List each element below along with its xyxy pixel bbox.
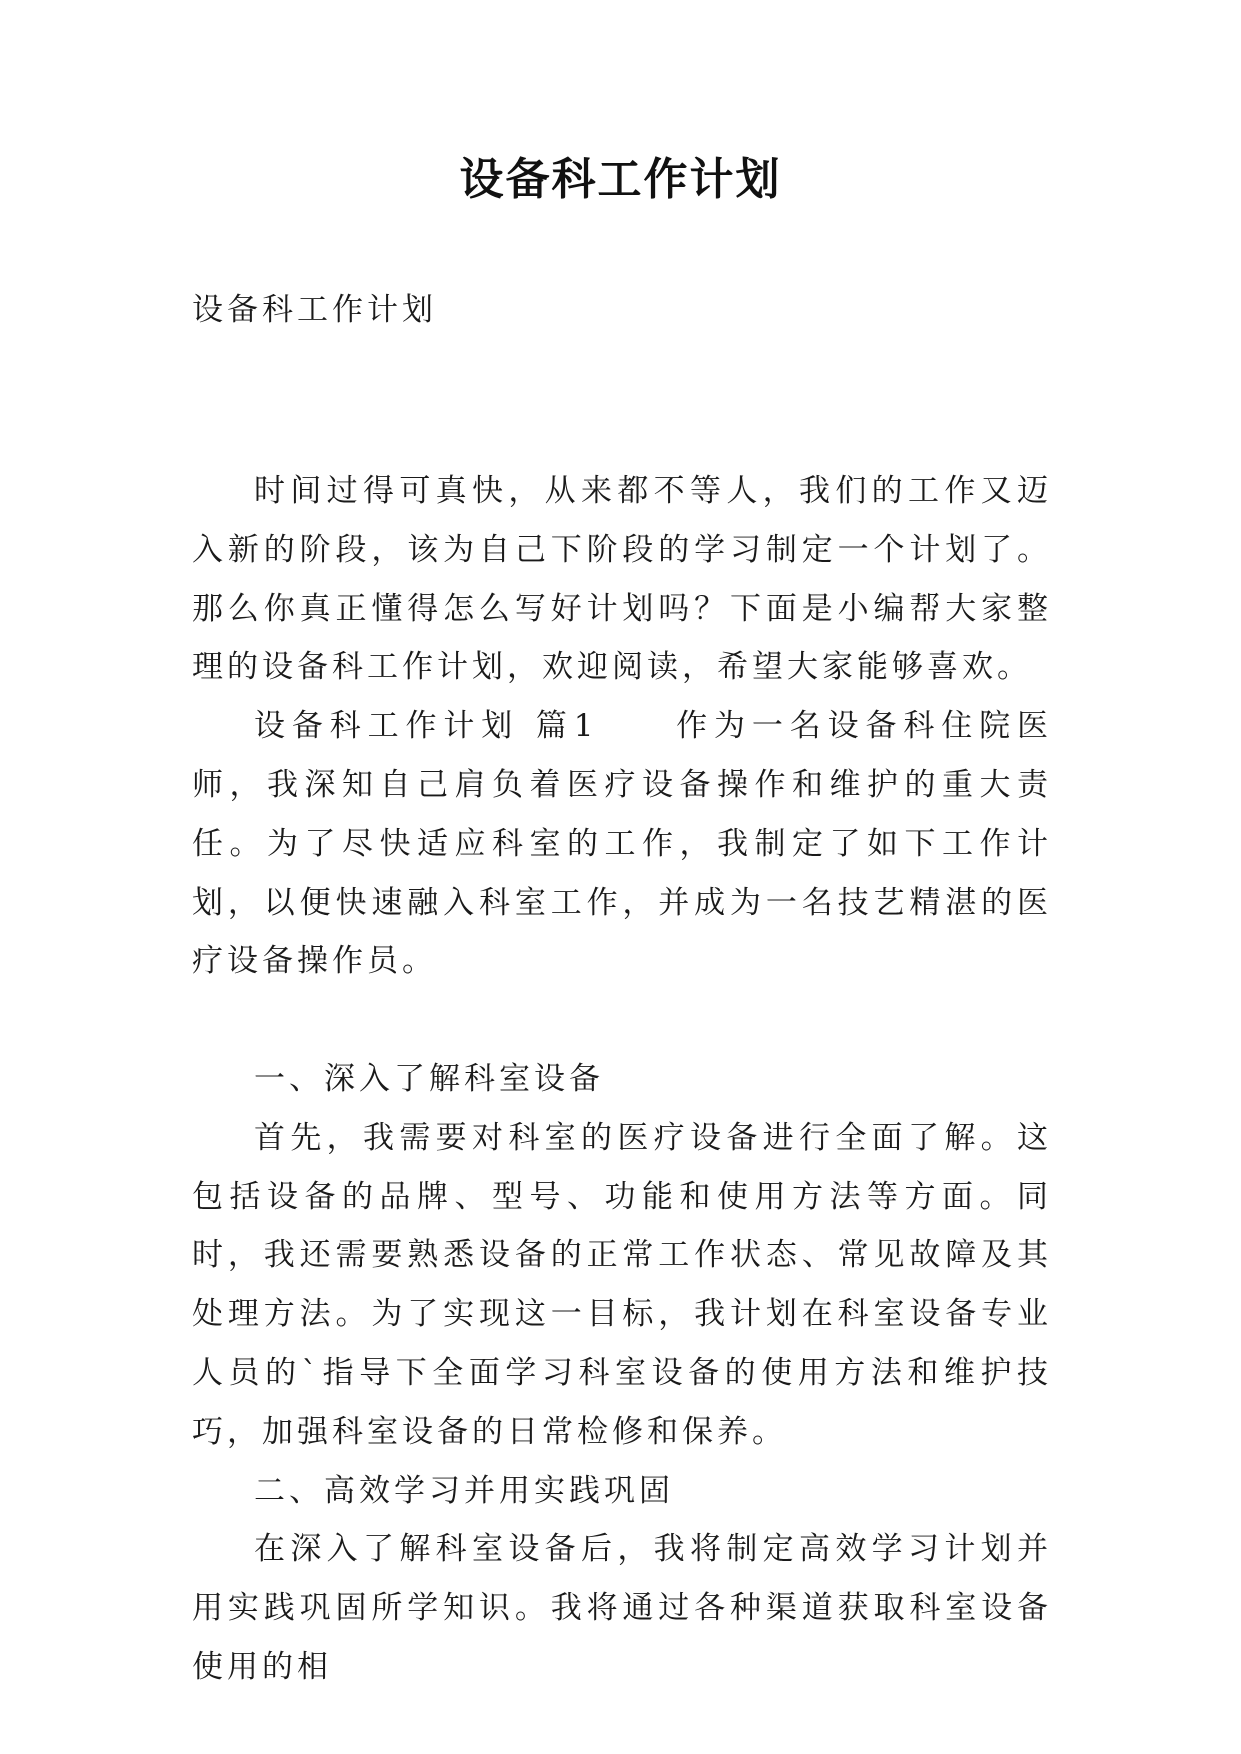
section2-paragraph: 在深入了解科室设备后，我将制定高效学习计划并用实践巩固所学知识。我将通过各种渠道获取科室设备使用的相: [192, 1531, 1052, 1685]
document-subtitle: 设备科工作计划: [192, 292, 437, 328]
paragraph-spacer: [192, 991, 1052, 1050]
section-heading-1: 一、深入了解科室设备: [254, 1060, 604, 1097]
section1-paragraph: 首先，我需要对科室的医疗设备进行全面了解。这包括设备的品牌、型号、功能和使用方法等方面。同时，我还需要熟悉设备的正常工作状态、常见故障及其处理方法。为了实现这一目标，我计划在科室设备专业人员的`指导下全面学习科室设备的使用方法和维护技巧，加强科室设备的日常检修和保养。: [192, 1119, 1052, 1450]
document-body: [192, 462, 1052, 1697]
intro-paragraph: 时间过得可真快，从来都不等人，我们的工作又迈入新的阶段，该为自己下阶段的学习制定一个计划了。那么你真正懂得怎么写好计划吗？下面是小编帮大家整理的设备科工作计划，欢迎阅读，希望大家能够喜欢。: [192, 473, 1052, 686]
chapter1-paragraph: 设备科工作计划 篇1 作为一名设备科住院医师，我深知自己肩负着医疗设备操作和维护的重大责任。为了尽快适应科室的工作，我制定了如下工作计划，以便快速融入科室工作，并成为一名技艺精湛的医疗设备操作员。: [192, 708, 1052, 980]
section-heading-2: 二、高效学习并用实践巩固: [254, 1472, 674, 1509]
document-title: 设备科工作计划: [459, 154, 782, 205]
